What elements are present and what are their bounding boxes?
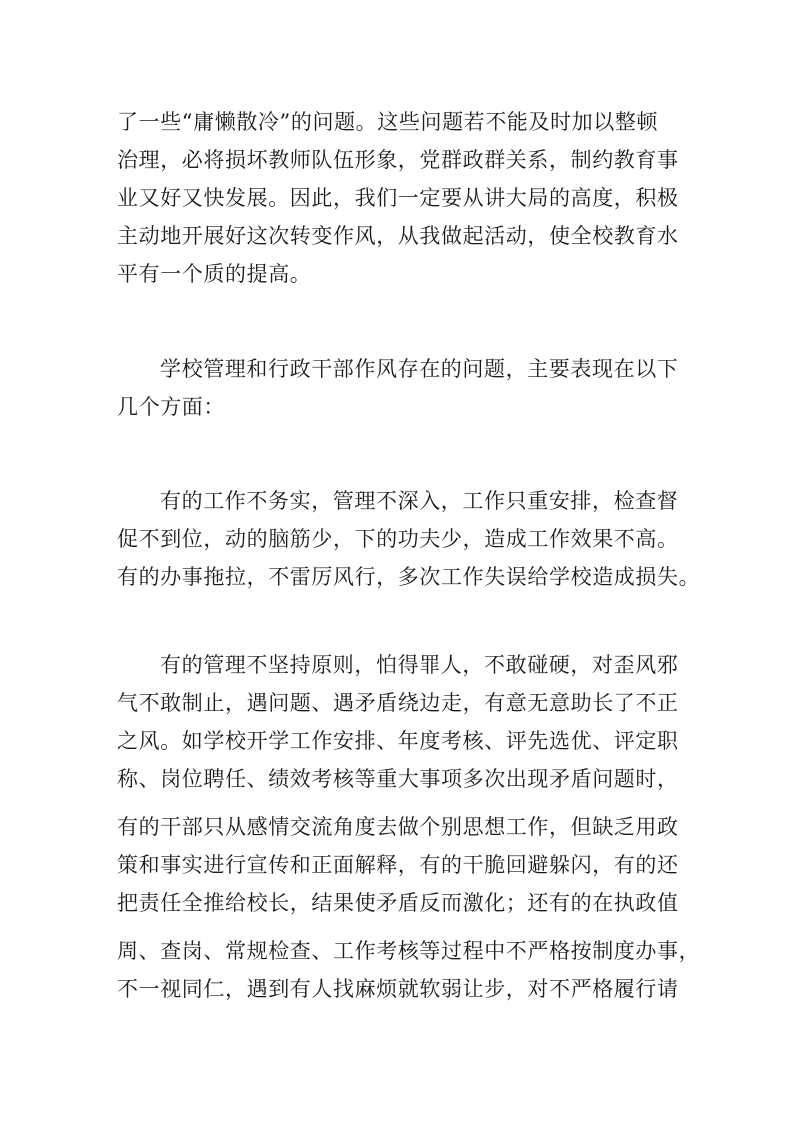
paragraph-4-line-5: 有的干部只从感情交流角度去做个别思想工作，但缺乏用政 <box>117 815 679 839</box>
paragraph-4-line-9: 不一视同仁，遇到有人找麻烦就软弱让步，对不严格履行请 <box>117 977 679 1001</box>
paragraph-2-line-1: 学校管理和行政干部作风存在的问题，主要表现在以下 <box>160 357 679 381</box>
paragraph-1-line-3: 业又好又快发展。因此，我们一定要从讲大局的高度，积极 <box>117 186 679 210</box>
paragraph-4-line-2: 气不敢制止，遇问题、遇矛盾绕边走，有意无意助长了不正 <box>117 691 679 715</box>
paragraph-4-line-6: 策和事实进行宣传和正面解释，有的干脆回避躲闪，有的还 <box>117 853 679 877</box>
paragraph-1-line-5: 平有一个质的提高。 <box>117 262 312 286</box>
paragraph-4-line-8: 周、查岗、常规检查、工作考核等过程中不严格按制度办事， <box>117 939 701 963</box>
paragraph-4-line-4: 称、岗位聘任、绩效考核等重大事项多次出现矛盾问题时， <box>117 767 679 791</box>
paragraph-1-line-2: 治理，必将损坏教师队伍形象，党群政群关系，制约教育事 <box>117 148 679 172</box>
paragraph-3-line-3: 有的办事拖拉，不雷厉风行，多次工作失误给学校造成损失。 <box>117 565 701 589</box>
paragraph-4-line-3: 之风。如学校开学工作安排、年度考核、评先选优、评定职 <box>117 729 679 753</box>
paragraph-3-line-1: 有的工作不务实，管理不深入，工作只重安排，检查督 <box>160 489 679 513</box>
paragraph-1-line-4: 主动地开展好这次转变作风，从我做起活动，使全校教育水 <box>117 224 679 248</box>
paragraph-3-line-2: 促不到位，动的脑筋少，下的功夫少，造成工作效果不高。 <box>117 527 679 551</box>
paragraph-1-line-1: 了一些“庸懒散冷”的问题。这些问题若不能及时加以整顿 <box>117 110 659 134</box>
paragraph-4-line-1: 有的管理不坚持原则，怕得罪人，不敢碰硬，对歪风邪 <box>160 653 679 677</box>
paragraph-4-line-7: 把责任全推给校长，结果使矛盾反而激化；还有的在执政值 <box>117 891 679 915</box>
paragraph-2-line-2: 几个方面： <box>117 395 225 419</box>
